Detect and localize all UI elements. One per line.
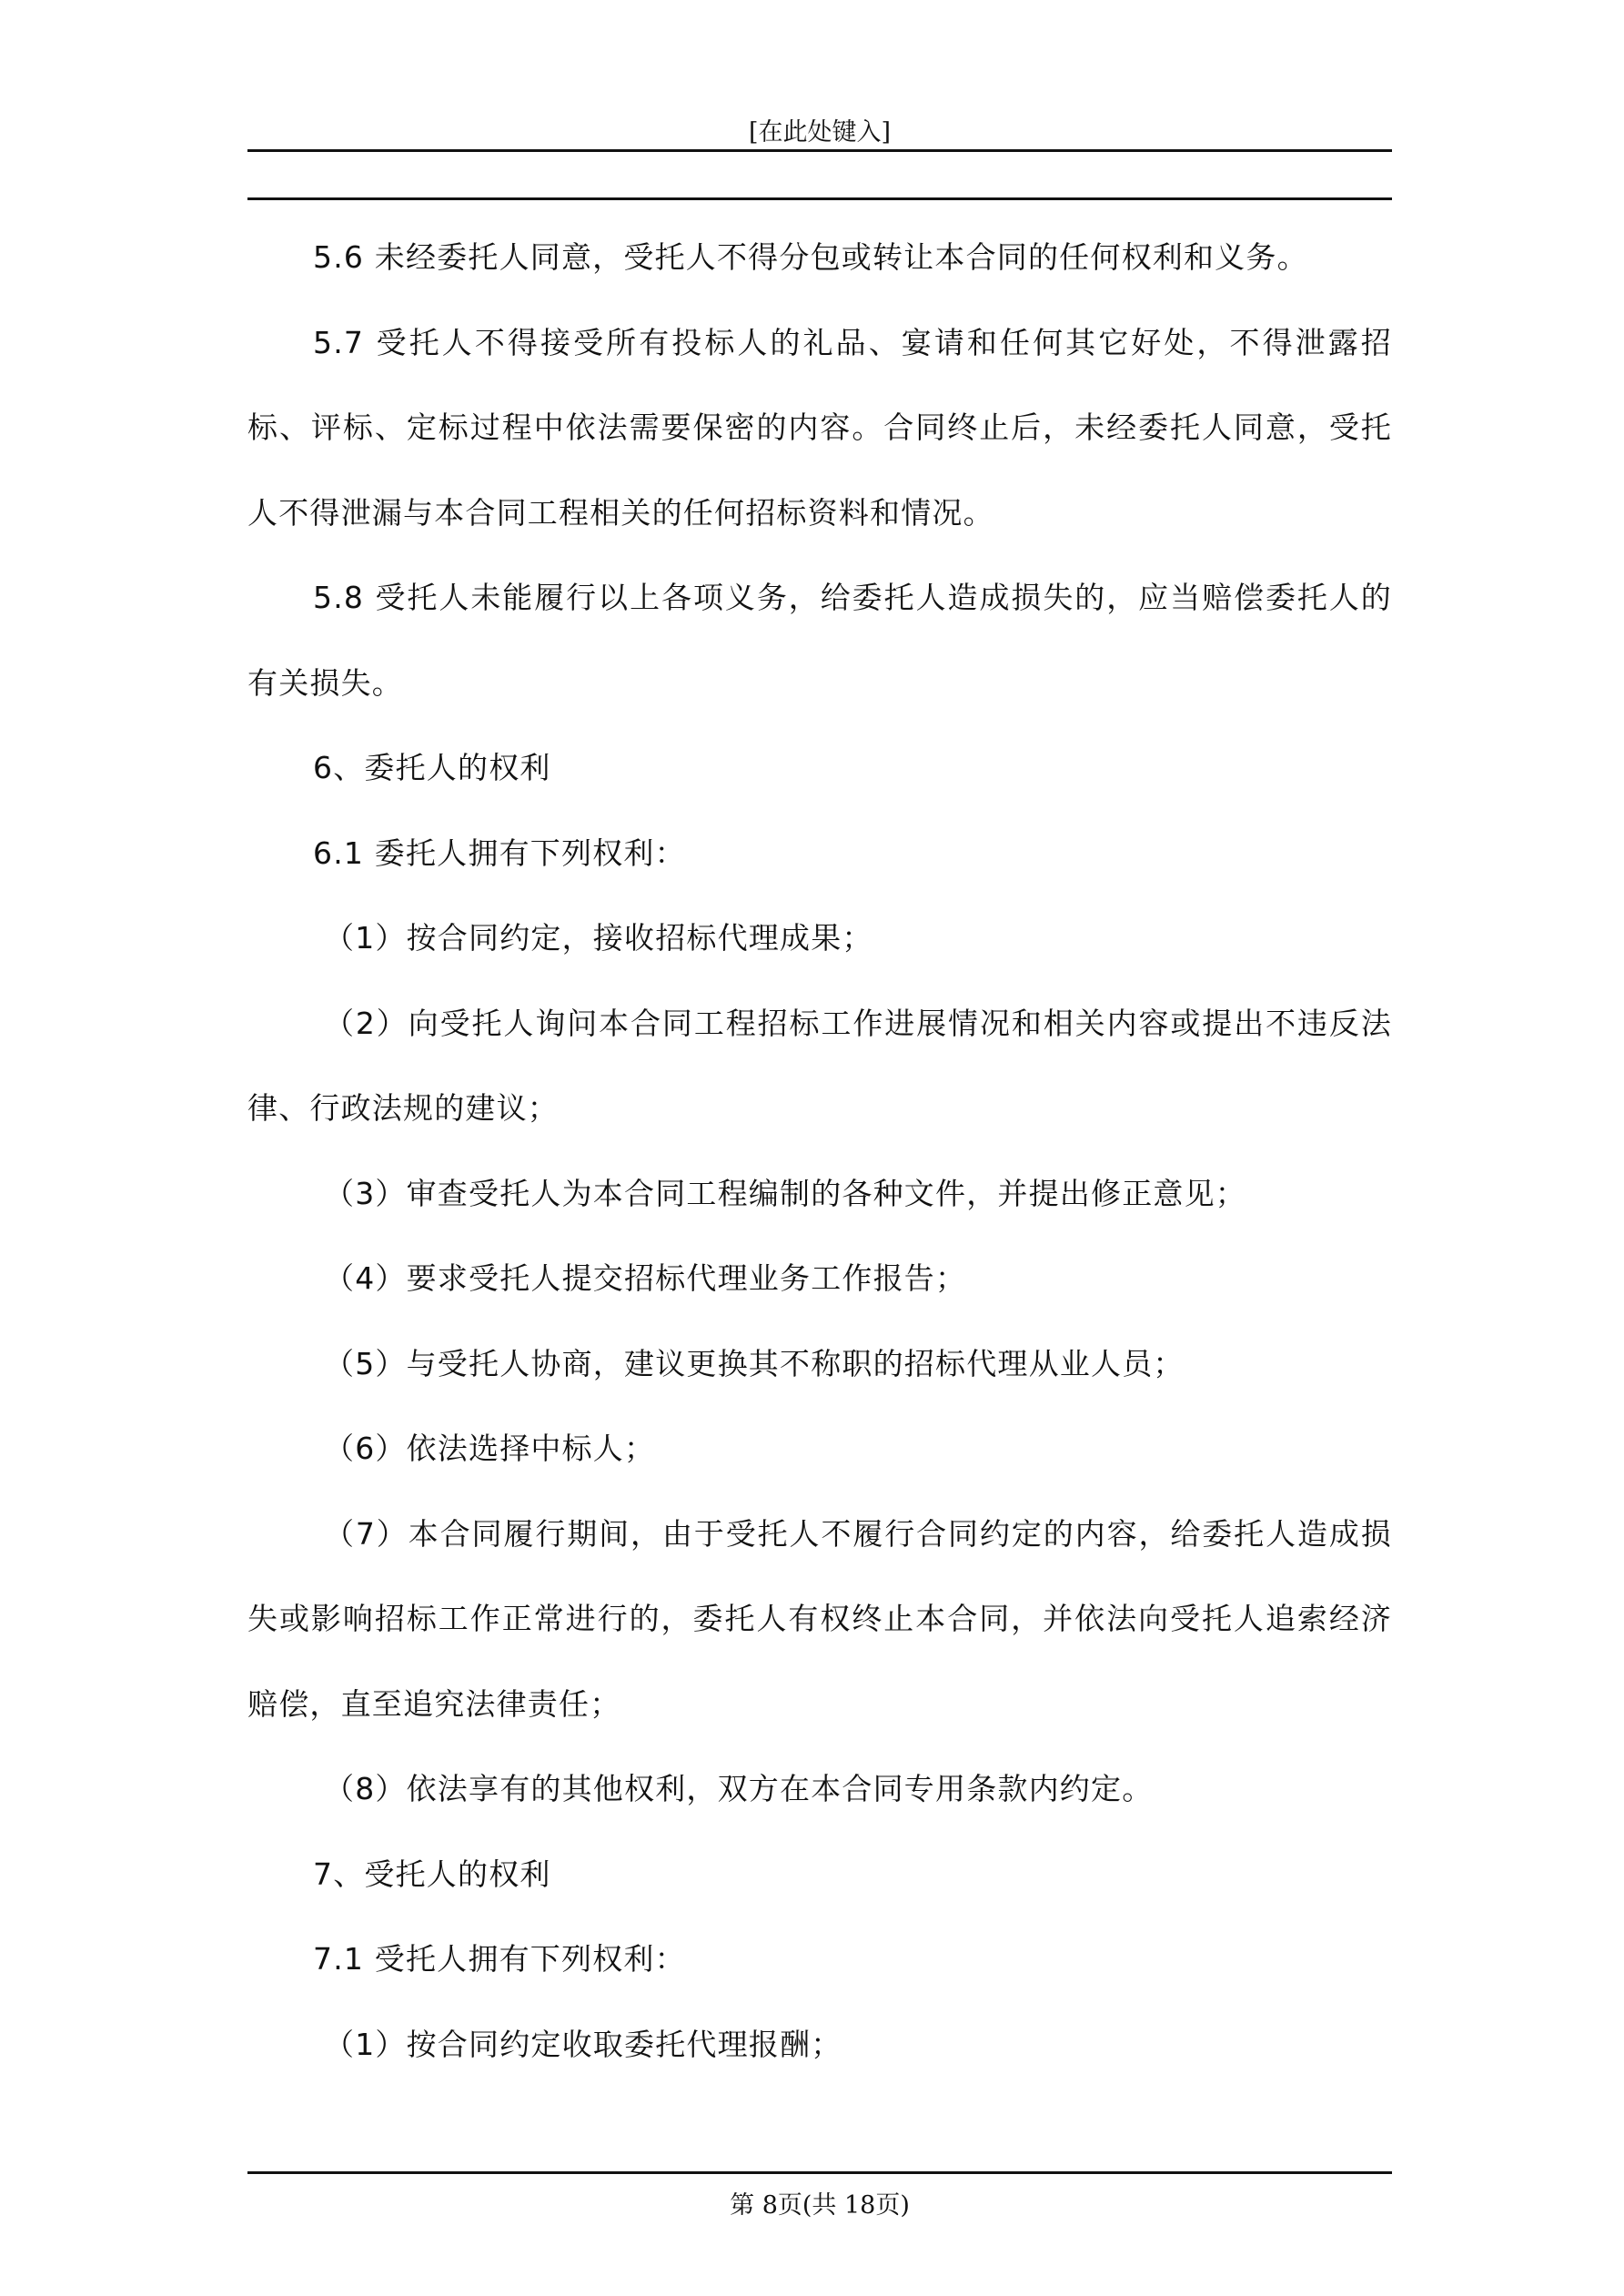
- clause-5-6: 5.6 未经委托人同意，受托人不得分包或转让本合同的任何权利和义务。: [313, 239, 1308, 275]
- page-footer: 第 8页(共 18页): [730, 2191, 910, 2220]
- clause-5-8: 5.8 受托人未能履行以上各项义务，给委托人造成损失的，应当赔偿委托人的有关损失。: [247, 580, 1392, 701]
- list-item-6-1-1: （1）按合同约定，接收招标代理成果；: [324, 920, 873, 956]
- clause-7-1: 7.1 受托人拥有下列权利：: [313, 1941, 686, 1977]
- content-top-rule: [247, 197, 1392, 200]
- page-header: [在此处键入]: [748, 118, 892, 147]
- list-item-6-1-7: （7）本合同履行期间，由于受托人不履行合同约定的内容，给委托人造成损失或影响招标工作正常进行的，委托人有权终止本合同，并依法向受托人追索经济赔偿，直至追究法律责任；: [247, 1515, 1392, 1722]
- header-rule: [247, 149, 1392, 152]
- clause-5-7: 5.7 受托人不得接受所有投标人的礼品、宴请和任何其它好处，不得泄露招标、评标、定标过程中依法需要保密的内容。合同终止后，未经委托人同意，受托人不得泄漏与本合同工程相关的任何招标资料和情况。: [247, 324, 1392, 531]
- clause-6-1: 6.1 委托人拥有下列权利：: [313, 834, 686, 871]
- document-body: [247, 215, 1392, 2087]
- section-heading-6: 6、委托人的权利: [313, 750, 551, 785]
- list-item-7-1-1: （1）按合同约定收取委托代理报酬；: [324, 2026, 842, 2062]
- list-item-6-1-3: （3）审查受托人为本合同工程编制的各种文件，并提出修正意见；: [324, 1175, 1246, 1211]
- list-item-6-1-4: （4）要求受托人提交招标代理业务工作报告；: [324, 1260, 967, 1296]
- section-heading-7: 7、受托人的权利: [313, 1856, 551, 1892]
- footer-rule: [247, 2171, 1392, 2174]
- list-item-6-1-6: （6）依法选择中标人；: [324, 1431, 656, 1466]
- list-item-6-1-5: （5）与受托人协商，建议更换其不称职的招标代理从业人员；: [324, 1345, 1185, 1381]
- list-item-6-1-2: （2）向受托人询问本合同工程招标工作进展情况和相关内容或提出不违反法律、行政法规的建议；: [247, 1005, 1392, 1126]
- list-item-6-1-8: （8）依法享有的其他权利，双方在本合同专用条款内约定。: [324, 1771, 1154, 1806]
